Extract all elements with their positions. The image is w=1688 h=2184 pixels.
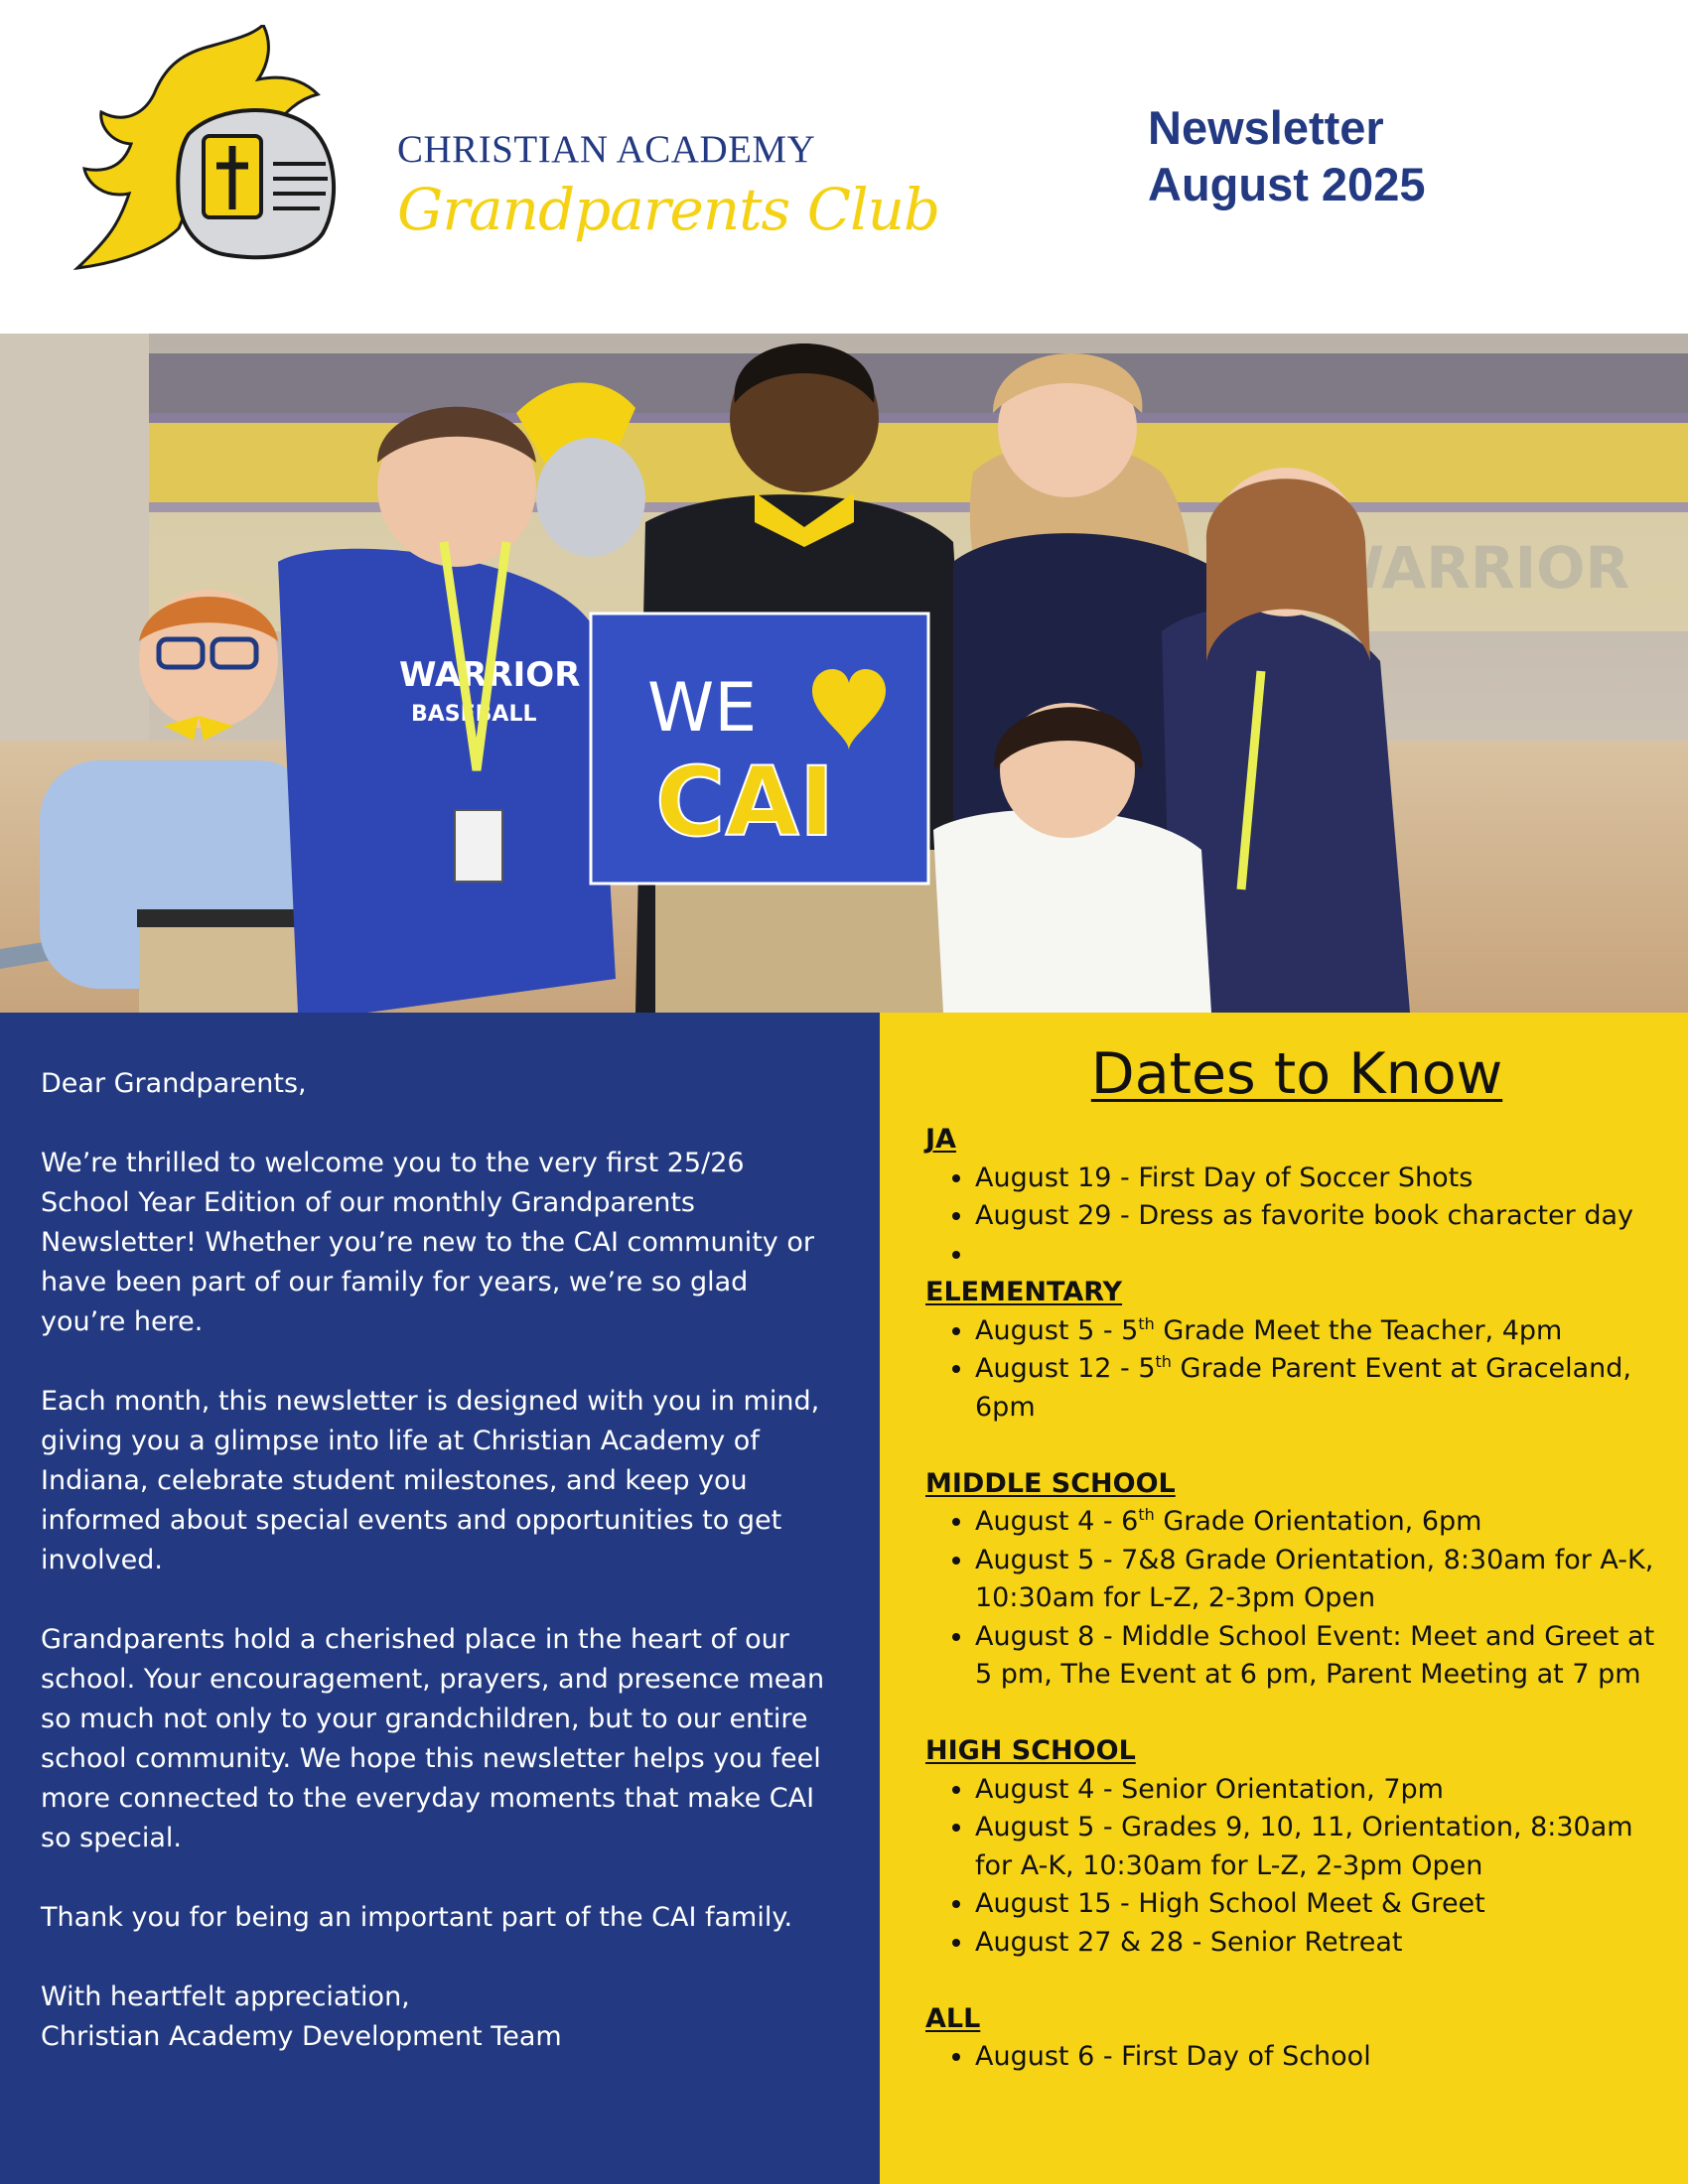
middle-school-date-list xyxy=(925,1503,1668,1695)
warrior-helmet-logo-icon xyxy=(70,25,367,273)
issue-title: Newsletter xyxy=(1148,101,1384,154)
spacer xyxy=(925,1427,1668,1465)
section-heading-ja: JA xyxy=(925,1124,956,1155)
newsletter-header xyxy=(0,0,1688,334)
date-item: • August 19 - First Day of Soccer Shots xyxy=(975,1160,1668,1198)
section-heading-elementary: ELEMENTARY xyxy=(925,1277,1123,1307)
issue-date: August 2025 xyxy=(1148,158,1426,211)
letter-paragraph: We’re thrilled to welcome you to the very first 25/26 School Year Edition of our monthly Grandparents Newsletter! Whether you’re new to the CAI community or have been part of our family for years, we’re so glad you’re here. xyxy=(41,1148,814,1337)
date-item-empty xyxy=(975,1236,1668,1275)
section-heading-middle-school: MIDDLE SCHOOL xyxy=(925,1467,1176,1499)
club-wordmark xyxy=(397,127,940,243)
date-item xyxy=(975,1312,1668,1351)
date-item: • August 5 - 7&8 Grade Orientation, 8:30am for A-K, 10:30am for L-Z, 2-3pm Open xyxy=(975,1542,1668,1618)
sign-cai-text: CAI xyxy=(655,747,835,858)
letter-closing: With heartfelt appreciation, xyxy=(41,1981,410,2012)
date-item: • August 27 & 28 - Senior Retreat xyxy=(975,1924,1668,1963)
date-item: • August 29 - Dress as favorite book character day xyxy=(975,1197,1668,1236)
welcome-letter xyxy=(0,1013,880,2184)
elementary-date-list xyxy=(925,1312,1668,1428)
high-school-date-list xyxy=(925,1771,1668,1963)
shirt-text-baseball: BASEBALL xyxy=(411,702,537,727)
date-text: August 12 - 5 xyxy=(975,1353,1156,1384)
letter-paragraph: Grandparents hold a cherished place in the heart of our school. Your encouragement, prayers, and presence mean so much not only to your grandchildren, but to our entire school community. We hope this newsletter helps you feel more connected to the everyday moments that make CAI so special. xyxy=(41,1624,825,1853)
date-item: • August 5 - Grades 9, 10, 11, Orientation, 8:30am for A-K, 10:30am for L-Z, 2-3pm Open xyxy=(975,1809,1668,1885)
ja-date-list xyxy=(925,1160,1668,1275)
letter-paragraph: Thank you for being an important part of the CAI family. xyxy=(41,1902,793,1933)
letter-signature: Christian Academy Development Team xyxy=(41,2021,562,2052)
all-date-list xyxy=(925,2038,1668,2077)
date-item: • August 8 - Middle School Event: Meet and Greet at 5 pm, The Event at 6 pm, Parent Meeting at 7 pm xyxy=(975,1618,1668,1695)
date-text: Grade Parent Event at Graceland, 6pm xyxy=(975,1353,1631,1423)
date-item: • August 15 - High School Meet & Greet xyxy=(975,1885,1668,1924)
letter-greeting: Dear Grandparents, xyxy=(41,1068,307,1099)
date-item: • August 6 - First Day of School xyxy=(975,2038,1668,2077)
shirt-text-warrior: WARRIOR xyxy=(399,655,581,695)
date-text: Grade Orientation, 6pm xyxy=(1154,1506,1482,1537)
date-item xyxy=(975,1350,1668,1427)
section-heading-high-school: HIGH SCHOOL xyxy=(925,1735,1136,1766)
date-item xyxy=(975,1503,1668,1542)
sign-we-text: WE xyxy=(647,669,758,748)
ordinal-suffix: th xyxy=(1155,1352,1172,1371)
ordinal-suffix: th xyxy=(1138,1505,1155,1524)
date-text: August 4 - 6 xyxy=(975,1506,1139,1537)
spacer xyxy=(925,1962,1668,2000)
date-text: August 5 - 5 xyxy=(975,1314,1139,1346)
issue-info xyxy=(1148,99,1425,213)
logo-school-name: CHRISTIAN ACADEMY xyxy=(397,128,816,171)
letter-paragraph: Each month, this newsletter is designed with you in mind, giving you a glimpse into life at Christian Academy of Indiana, celebrate student milestones, and keep you informed about special events and opportunities to get involved. xyxy=(41,1386,820,1575)
date-item: • August 4 - Senior Orientation, 7pm xyxy=(975,1771,1668,1810)
ordinal-suffix: th xyxy=(1138,1313,1155,1333)
section-heading-all: ALL xyxy=(925,2002,981,2034)
date-text: Grade Meet the Teacher, 4pm xyxy=(1154,1314,1563,1346)
we-love-cai-sign xyxy=(591,614,928,884)
spacer xyxy=(925,1695,1668,1733)
students-photo xyxy=(0,334,1688,1013)
dates-to-know-panel xyxy=(880,1013,1688,2184)
dates-title: Dates to Know xyxy=(1090,1041,1503,1107)
logo-club-name: Grandparents Club xyxy=(397,176,940,243)
